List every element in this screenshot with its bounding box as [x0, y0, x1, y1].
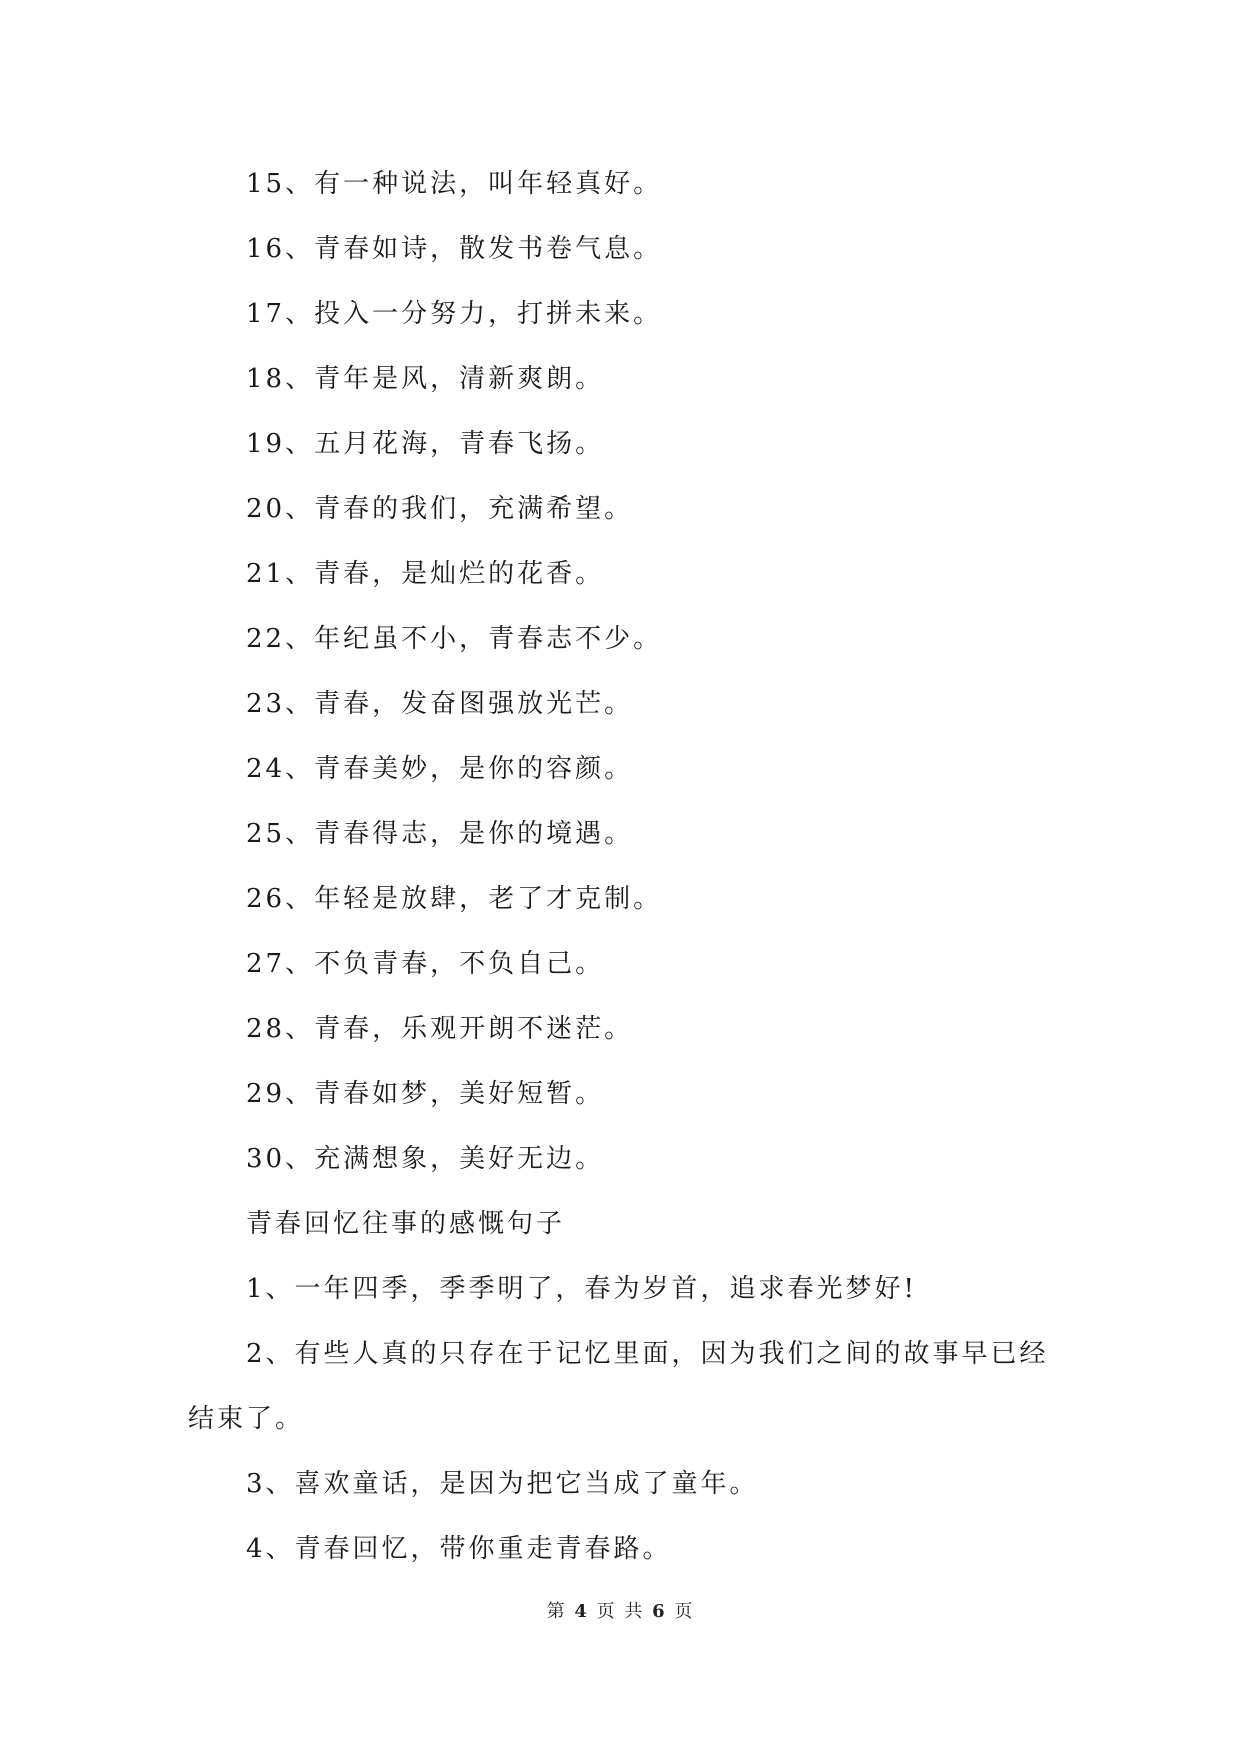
list-item: 19、五月花海，青春飞扬。: [246, 429, 605, 459]
section-heading: 青春回忆往事的感慨句子: [246, 1209, 566, 1239]
footer-prefix: 第: [546, 1601, 567, 1622]
list-item: 24、青春美妙，是你的容颜。: [246, 754, 634, 784]
total-pages-number: 6: [652, 1601, 667, 1622]
current-page-number: 4: [574, 1601, 589, 1622]
list-item: 18、青年是风，清新爽朗。: [246, 364, 605, 394]
list-item: 2、有些人真的只存在于记忆里面，因为我们之间的故事早已经: [246, 1339, 1049, 1369]
list-item: 17、投入一分努力，打拼未来。: [246, 299, 663, 329]
page-footer: [0, 1600, 1241, 1624]
footer-suffix: 页: [674, 1601, 695, 1622]
list-item: 16、青春如诗，散发书卷气息。: [246, 234, 663, 264]
list-item: 23、青春，发奋图强放光芒。: [246, 689, 634, 719]
list-item: 21、青春，是灿烂的花香。: [246, 559, 605, 589]
list-item: 27、不负青春，不负自己。: [246, 949, 605, 979]
list-item: 28、青春，乐观开朗不迷茫。: [246, 1014, 634, 1044]
list-item: 22、年纪虽不小，青春志不少。: [246, 624, 663, 654]
list-item-continuation: 结束了。: [188, 1404, 305, 1434]
list-item: 4、青春回忆，带你重走青春路。: [246, 1534, 672, 1564]
list-item: 30、充满想象，美好无边。: [246, 1144, 605, 1174]
list-item: 29、青春如梦，美好短暂。: [246, 1079, 605, 1109]
list-item: 3、喜欢童话，是因为把它当成了童年。: [246, 1469, 759, 1499]
list-item: 20、青春的我们，充满希望。: [246, 494, 634, 524]
footer-middle: 页 共: [596, 1601, 645, 1622]
list-item: 25、青春得志，是你的境遇。: [246, 819, 634, 849]
list-item: 15、有一种说法，叫年轻真好。: [246, 169, 663, 199]
list-item: 1、一年四季，季季明了，春为岁首，追求春光梦好!: [246, 1274, 917, 1304]
list-item: 26、年轻是放肆，老了才克制。: [246, 884, 663, 914]
